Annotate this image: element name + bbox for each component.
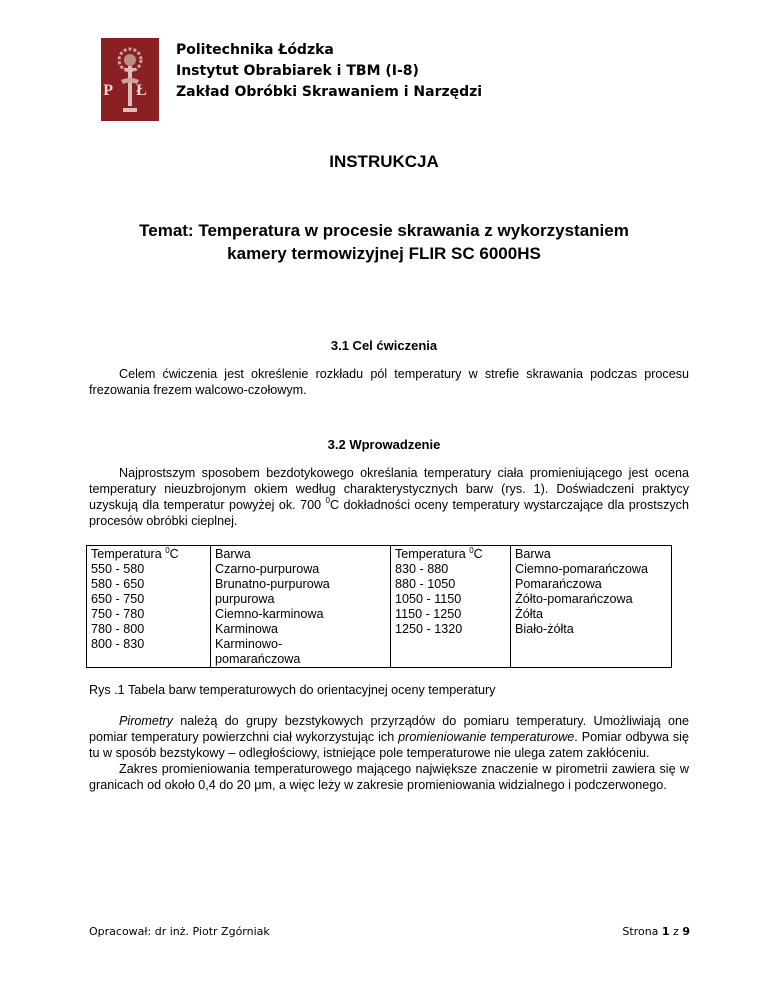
page-number — [622, 925, 690, 938]
table-cell: 1150 - 1250 — [395, 607, 462, 621]
right-color-column — [511, 546, 672, 668]
header-temp-label: Temperatura — [91, 547, 166, 561]
table-cell: 550 - 580 — [91, 562, 145, 576]
table-cell: Czarno-purpurowa — [215, 562, 320, 576]
topic-line-2: kamery termowizyjnej FLIR SC 6000HS — [227, 244, 541, 263]
left-temp-header — [91, 547, 206, 562]
table-cell: 780 - 800 — [91, 622, 145, 636]
topic-title — [60, 219, 708, 265]
table-cell: 1250 - 1320 — [395, 622, 463, 636]
table-cell: Pomarańczowa — [515, 577, 602, 591]
university-name: Politechnika Łódzka — [176, 42, 334, 58]
right-temp-header — [395, 547, 506, 562]
header-temp-label: Temperatura — [395, 547, 470, 561]
table-row — [87, 546, 672, 668]
table-cell: 650 - 750 — [91, 592, 145, 606]
intro-paragraph — [89, 465, 689, 529]
institution-header — [176, 40, 482, 103]
table-cell: 800 - 830 — [91, 637, 145, 651]
table-caption: Rys .1 Tabela barw temperaturowych do orientacyjnej oceny temperatury — [89, 683, 496, 697]
intro-text-before: Najprostszym sposobem bezdotykowego określania temperatury ciała promieniującego jest ocena temperatury nieuzbrojonym okiem według charakterystycznych barw (rys. 1). Doświadczeni praktycy uzyskują dla temperatur powyżej ok. 700 — [89, 466, 689, 512]
table-cell: Brunatno-purpurowa — [215, 577, 330, 591]
goal-paragraph — [89, 366, 689, 398]
table-cell: 580 - 650 — [91, 577, 145, 591]
header-degree-sup: 0 — [469, 546, 474, 555]
torch-emblem-icon — [101, 38, 159, 121]
table-cell: Karminowo- — [215, 637, 283, 651]
intro-text-after: C dokładności oceny temperatury wystarczające dla prostszych procesów obróbki cieplnej. — [89, 498, 689, 528]
table-cell: 750 - 780 — [91, 607, 145, 621]
thermal-radiation-term: promieniowanie temperaturowe — [398, 730, 575, 744]
temperature-color-table — [86, 545, 672, 668]
intro-text — [89, 465, 689, 529]
table-cell: Żółto-pomarańczowa — [515, 592, 633, 606]
total-pages: 9 — [682, 925, 690, 938]
table-cell: purpurowa — [215, 592, 275, 606]
page-of: z — [669, 925, 683, 938]
current-page: 1 — [661, 925, 670, 938]
table-cell: Biało-żółta — [515, 622, 574, 636]
institute-name: Instytut Obrabiarek i TBM (I-8) — [176, 63, 419, 79]
right-color-header: Barwa — [515, 547, 551, 561]
table-cell: 1050 - 1150 — [395, 592, 462, 606]
page-word: Strona — [622, 925, 662, 938]
header-unit: C — [169, 547, 179, 561]
intro-degree-sup: 0 — [325, 496, 330, 505]
table-cell: Ciemno-karminowa — [215, 607, 324, 621]
table-cell: 830 - 880 — [395, 562, 449, 576]
table-cell: Żółta — [515, 607, 543, 621]
table-cell: pomarańczowa — [215, 652, 301, 666]
section-heading-goal: 3.1 Cel ćwiczenia — [330, 338, 438, 353]
pyrometer-text-2: . Pomiar odbywa się tu w sposób bezstykowy – odległościowy, istniejące pole temperaturowe nie ulega zatem zakłóceniu. — [89, 730, 689, 760]
left-temp-column — [87, 546, 211, 668]
section-heading-intro: 3.2 Wprowadzenie — [327, 437, 441, 452]
footer-author: Opracował: dr inż. Piotr Zgórniak — [89, 925, 270, 938]
logo-letters: P Ł — [103, 82, 157, 99]
table-cell: Karminowa — [215, 622, 278, 636]
right-temp-column — [391, 546, 511, 668]
table-cell: Ciemno-pomarańczowa — [515, 562, 648, 576]
table-cell: 880 - 1050 — [395, 577, 456, 591]
header-unit: C — [473, 547, 483, 561]
header-degree-sup: 0 — [165, 546, 170, 555]
left-color-column — [211, 546, 391, 668]
pyrometer-text-1: należą do grupy bezstykowych przyrządów do pomiaru temperatury. Umożliwiają one pomiar temperatury powierzchni ciał wykorzystując ich — [89, 714, 689, 744]
radiation-range-paragraph: Zakres promieniowania temperaturowego mającego największe znaczenie w pirometrii zawiera się w granicach od około 0,4 do 20 μm, a więc leży w zakresie promieniowania widzialnego i podczerwonego. — [89, 762, 689, 792]
left-color-header: Barwa — [215, 547, 251, 561]
pyrometry-term: Pirometry — [119, 714, 173, 728]
department-name: Zakład Obróbki Skrawaniem i Narzędzi — [176, 84, 483, 100]
pyrometer-paragraph — [89, 713, 689, 761]
goal-text: Celem ćwiczenia jest określenie rozkładu pól temperatury w strefie skrawania podczas procesu frezowania frezem walcowo-czołowym. — [89, 367, 689, 397]
topic-line-1: Temat: Temperatura w procesie skrawania z wykorzystaniem — [139, 221, 629, 240]
pyrometer-section — [89, 713, 689, 793]
university-logo — [101, 38, 159, 121]
document-title: INSTRUKCJA — [329, 152, 439, 171]
